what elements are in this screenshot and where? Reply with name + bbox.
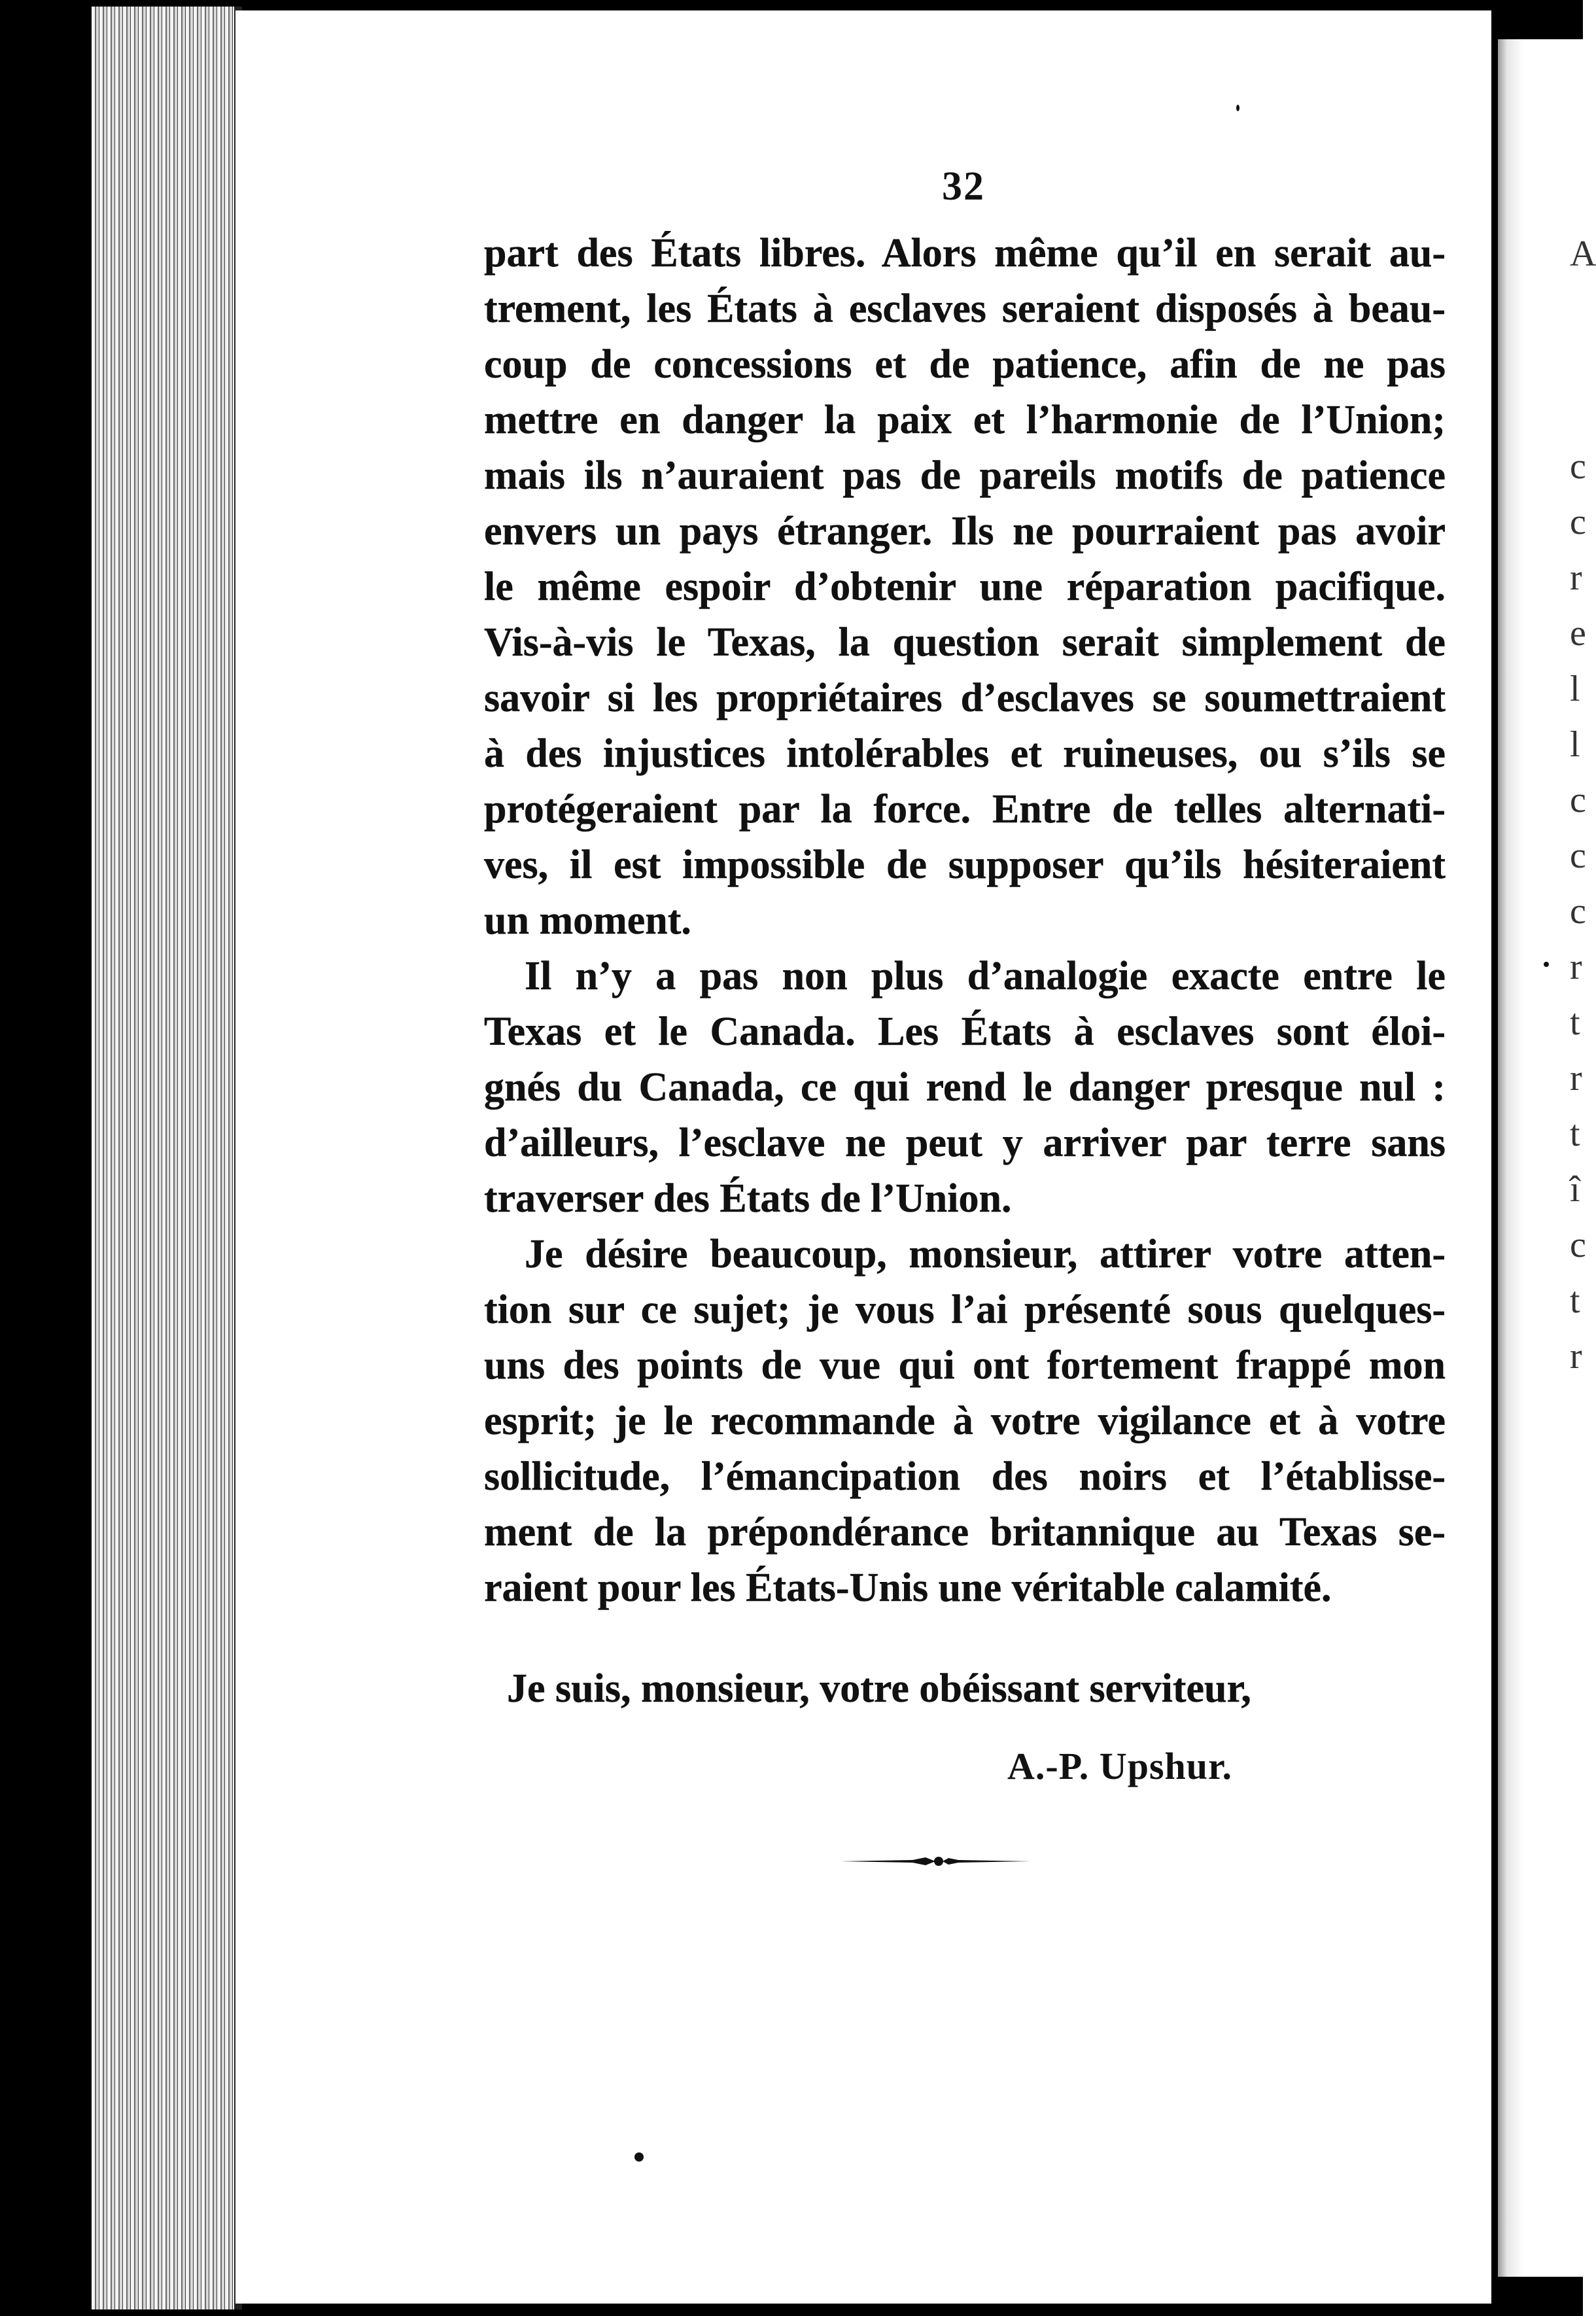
text-line: trement, les États à esclaves seraient disposés à beau- [484,287,1446,331]
adjacent-page-letter: t [1570,1002,1580,1043]
body-text [484,226,1446,1616]
adjacent-page-letter: c [1570,780,1586,820]
adjacent-page-letter: c [1570,1225,1586,1265]
adjacent-page-letter: c [1570,502,1586,542]
ornament-divider-icon [841,1851,1030,1871]
adjacent-page-letter: l [1570,724,1580,765]
text-line: Je désire beaucoup, monsieur, attirer votre atten- [525,1232,1446,1276]
text-line: un moment. [484,898,691,943]
text-line: d’ailleurs, l’esclave ne peut y arriver par terre sans [484,1121,1446,1165]
adjacent-page-letter: A [1570,234,1596,274]
adjacent-page-letter: c [1570,446,1586,487]
text-line: part des États libres. Alors même qu’il en serait au- [484,231,1446,275]
page-speck [634,2152,644,2162]
text-line: tion sur ce sujet; je vous l’ai présenté sous quelques- [484,1288,1446,1332]
adjacent-page-letter: î [1570,1169,1580,1210]
text-line: sollicitude, l’émancipation des noirs et l’établisse- [484,1454,1446,1499]
page-speck [1544,962,1549,967]
page-stack-edges [92,7,242,2309]
text-line: le même espoir d’obtenir une réparation pacifique. [484,565,1446,609]
text-line: à des injustices intolérables et ruineuses, ou s’ils se [484,731,1446,776]
paragraph [484,226,1446,949]
text-line: mettre en danger la paix et l’harmonie de l’Union; [484,398,1446,442]
text-line: Vis-à-vis le Texas, la question serait simplement de [484,620,1446,665]
page-speck [1236,105,1240,111]
text-line: gnés du Canada, ce qui rend le danger presque nul : [484,1065,1446,1110]
text-line: Texas et le Canada. Les États à esclaves sont éloi- [484,1009,1446,1054]
adjacent-page-letter: e [1570,613,1586,654]
text-line: envers un pays étranger. Ils ne pourraient pas avoir [484,509,1446,553]
paragraph [484,949,1446,1227]
text-line: protégeraient par la force. Entre de telles alternati- [484,787,1446,832]
page-number: 32 [942,164,985,209]
signature: A.-P. Upshur. [1007,1745,1232,1787]
adjacent-page-letter: r [1570,947,1582,987]
text-line: coup de concessions et de patience, afin de ne pas [484,342,1446,387]
text-line: ves, il est impossible de supposer qu’ils hésiteraient [484,843,1446,887]
adjacent-page-letter: r [1570,1058,1582,1098]
adjacent-page-letter: t [1570,1114,1580,1154]
adjacent-page-letter: l [1570,669,1580,709]
text-line: Il n’y a pas non plus d’analogie exacte entre le [525,954,1446,998]
text-line: raient pour les États-Unis une véritable calamité. [484,1566,1332,1610]
adjacent-page-strip [1498,39,1596,2277]
adjacent-page-letter: c [1570,891,1586,932]
text-line: uns des points de vue qui ont fortement frappé mon [484,1343,1446,1388]
text-line: esprit; je le recommande à votre vigilance et à votre [484,1399,1446,1443]
adjacent-page-letter: r [1570,1336,1582,1377]
text-line: mais ils n’auraient pas de pareils motifs de patience [484,453,1446,498]
adjacent-page-letter: c [1570,835,1586,876]
paragraph [484,1227,1446,1616]
adjacent-page-letter: t [1570,1280,1580,1321]
closing-line: Je suis, monsieur, votre obéissant serviteur, [507,1666,1251,1711]
text-line: traverser des États de l’Union. [484,1176,1012,1221]
text-line: ment de la prépondérance britannique au Texas se- [484,1510,1446,1554]
adjacent-page-letter: r [1570,557,1582,598]
text-line: savoir si les propriétaires d’esclaves se soumettraient [484,676,1446,720]
